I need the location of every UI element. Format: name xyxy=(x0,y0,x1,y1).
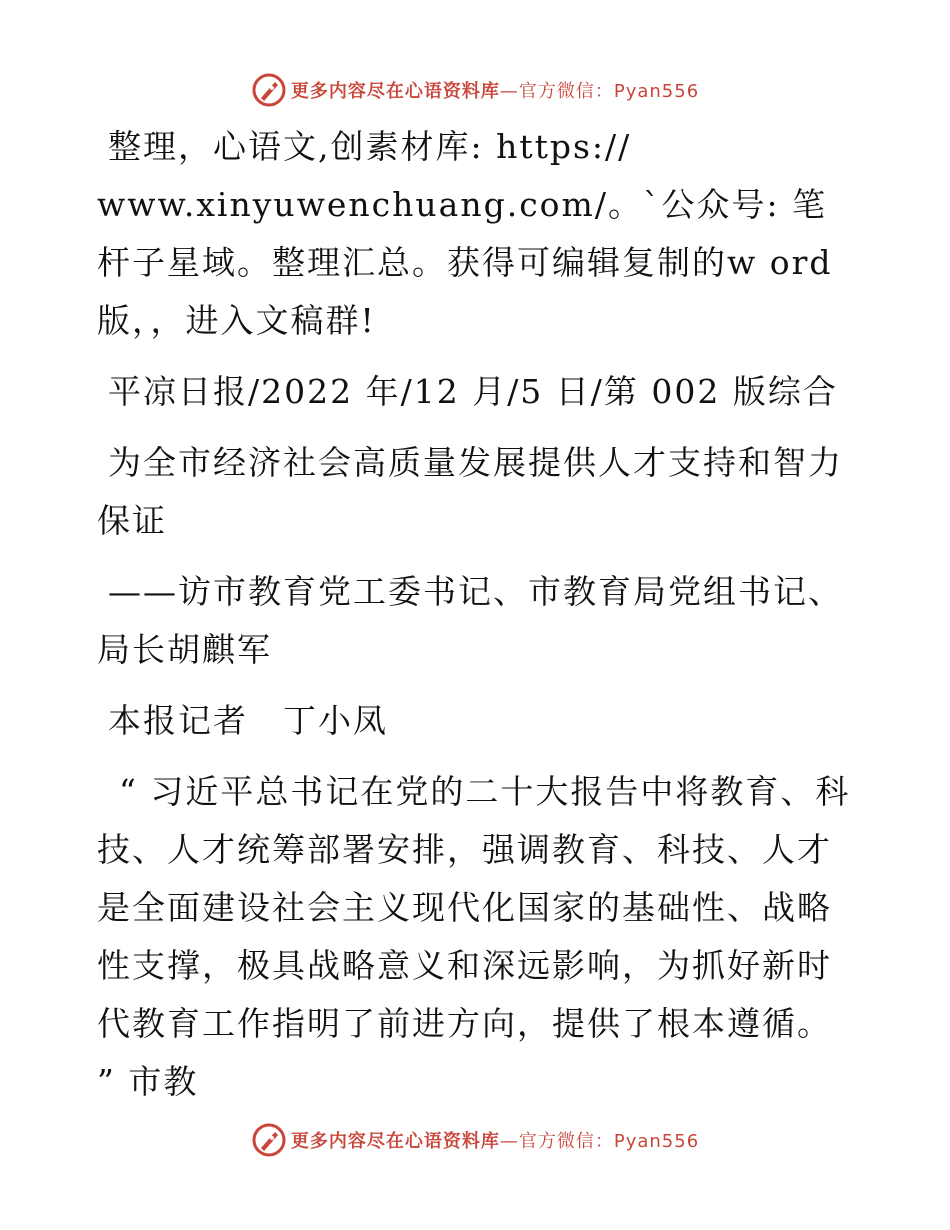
watermark-main: 更多内容尽在心语资料库 xyxy=(290,1131,500,1152)
article-subtitle: ——访市教育党工委书记、市教育局党组书记、局长胡麒军 xyxy=(97,572,843,669)
watermark-sub: —官方微信：Pyan556 xyxy=(499,81,700,102)
intro-paragraph: 整理，心语文,创素材库: https:// www.xinyuwenchuang.com/。`公众号: 笔杆子星域。整理汇总。获得可编辑复制的w ord版，，进入文稿群! xyxy=(97,127,833,340)
watermark-sub: —官方微信：Pyan556 xyxy=(499,1131,700,1152)
watermark-main: 更多内容尽在心语资料库 xyxy=(290,81,500,102)
body-paragraph: “ 习近平总书记在党的二十大报告中将教育、科技、人才统筹部署安排，强调教育、科技、人才是全面建设社会主义现代化国家的基础性、战略性支撑，极具战略意义和深远影响，为抓好新时代教育工作指明了前进方向，提供了根本遵循。 ” 市教 xyxy=(97,772,851,1101)
watermark-header xyxy=(0,70,950,110)
pen-logo-icon xyxy=(251,72,287,108)
article-title: 为全市经济社会高质量发展提供人才支持和智力保证 xyxy=(97,443,843,540)
document-body xyxy=(97,118,857,1124)
pen-logo-icon xyxy=(251,1122,287,1158)
reporter-line: 本报记者 丁小凤 xyxy=(108,701,388,740)
watermark-text xyxy=(291,77,699,103)
watermark-text xyxy=(291,1127,699,1153)
watermark-footer xyxy=(0,1120,950,1160)
source-line: 平凉日报/2022 年/12 月/5 日/第 002 版综合 xyxy=(108,372,838,411)
